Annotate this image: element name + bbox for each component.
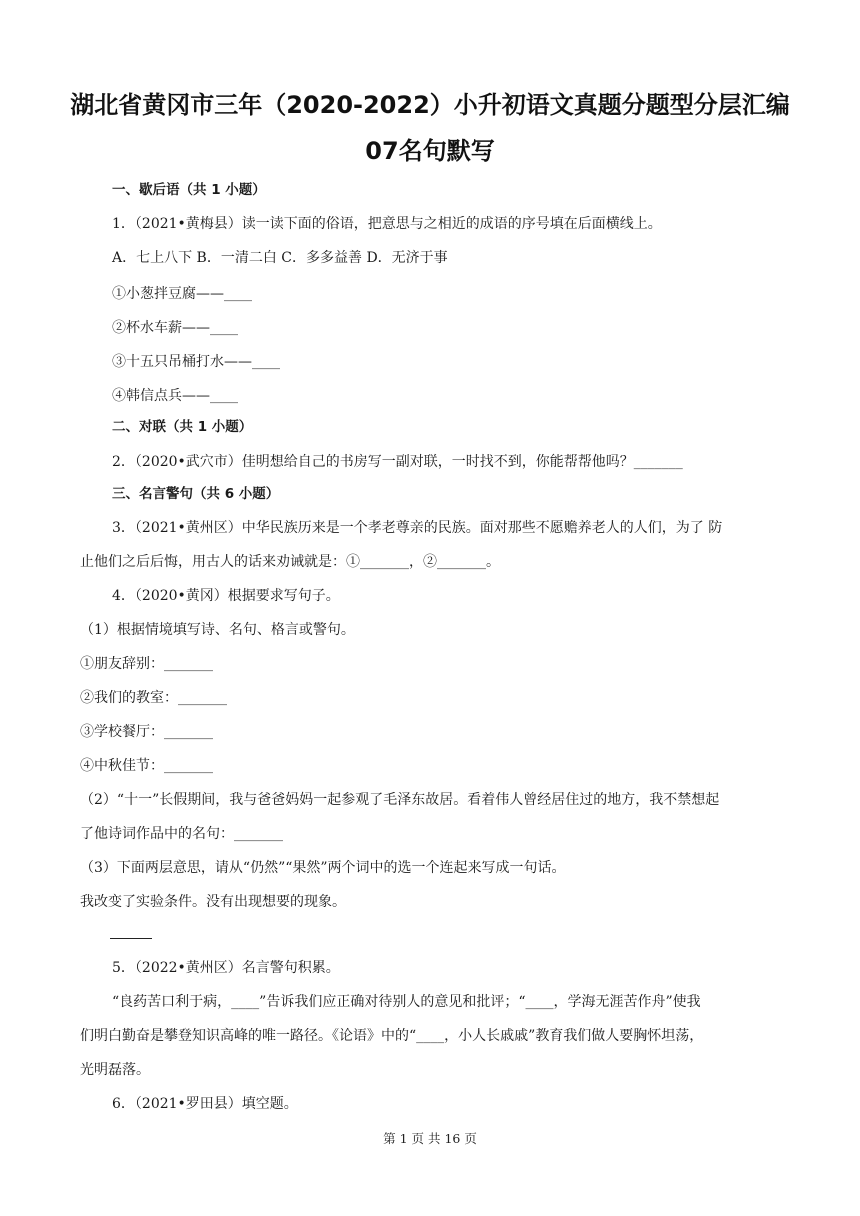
question-1-item-2: ②杯水车薪——____ — [112, 320, 238, 336]
question-3-stem-line1: 3．（2021•黄州区）中华民族历来是一个孝老尊亲的民族。面对那些不愿赡养老人的人们，为了 防 — [112, 520, 723, 536]
question-5-text-line2: 们明白勤奋是攀登知识高峰的唯一路径。《论语》中的“____，小人长戚戚”教育我们做人要胸怀坦荡， — [80, 1028, 704, 1044]
question-6-stem: 6．（2021•罗田县）填空题。 — [112, 1096, 298, 1112]
question-2-stem: 2．（2020•武穴市）佳明想给自己的书房写一副对联，一时找不到，你能帮帮他吗？_______ — [112, 454, 683, 470]
page-number-footer: 第 1 页 共 16 页 — [383, 1131, 477, 1146]
question-3-stem-line2: 止他们之后后悔，用古人的话来劝诫就是：①_______，②_______。 — [80, 554, 500, 570]
question-5-text-line1: “良药苦口利于病，____”告诉我们应正确对待别人的意见和批评；“____，学海无涯苦作舟”使我 — [112, 994, 701, 1010]
question-1-item-4: ④韩信点兵——____ — [112, 388, 238, 404]
question-4-stem: 4．（2020•黄冈）根据要求写句子。 — [112, 588, 340, 604]
question-4-part-2-line1: （2）“十一”长假期间，我与爸爸妈妈一起参观了毛泽东故居。看着伟人曾经居住过的地方，我不禁想起 — [80, 792, 720, 808]
question-4-part-1: （1）根据情境填写诗、名句、格言或警句。 — [80, 622, 355, 638]
section-heading-duilian: 二、对联（共 1 小题） — [112, 419, 253, 435]
document-title-line1: 湖北省黄冈市三年（2020-2022）小升初语文真题分题型分层汇编 — [70, 91, 790, 119]
question-5-text-line3: 光明磊落。 — [80, 1062, 150, 1078]
question-4-item-3: ③学校餐厅：_______ — [80, 724, 213, 740]
section-heading-mingyan: 三、名言警句（共 6 小题） — [112, 486, 280, 502]
question-4-part-3: （3）下面两层意思，请从“仍然”“果然”两个词中的选一个连起来写成一句话。 — [80, 860, 566, 876]
question-4-part-3-sentence: 我改变了实验条件。没有出现想要的现象。 — [80, 894, 346, 910]
question-1-item-1: ①小葱拌豆腐——____ — [112, 286, 252, 302]
section-heading-xiehouyu: 一、歇后语（共 1 小题） — [112, 182, 266, 198]
question-4-item-4: ④中秋佳节：_______ — [80, 758, 213, 774]
question-5-stem: 5．（2022•黄州区）名言警句积累。 — [112, 960, 340, 976]
question-4-part-2-line2: 了他诗词作品中的名句：_______ — [80, 826, 283, 842]
document-title-line2: 07名句默写 — [365, 137, 495, 165]
question-1-stem: 1．（2021•黄梅县）读一读下面的俗语，把意思与之相近的成语的序号填在后面横线上。 — [112, 216, 662, 232]
question-4-item-2: ②我们的教室：_______ — [80, 690, 227, 706]
question-1-options: A．七上八下 B．一清二白 C．多多益善 D．无济于事 — [112, 250, 448, 266]
question-4-item-1: ①朋友辞别：_______ — [80, 656, 213, 672]
answer-blank-line — [110, 938, 152, 939]
question-1-item-3: ③十五只吊桶打水——____ — [112, 354, 280, 370]
